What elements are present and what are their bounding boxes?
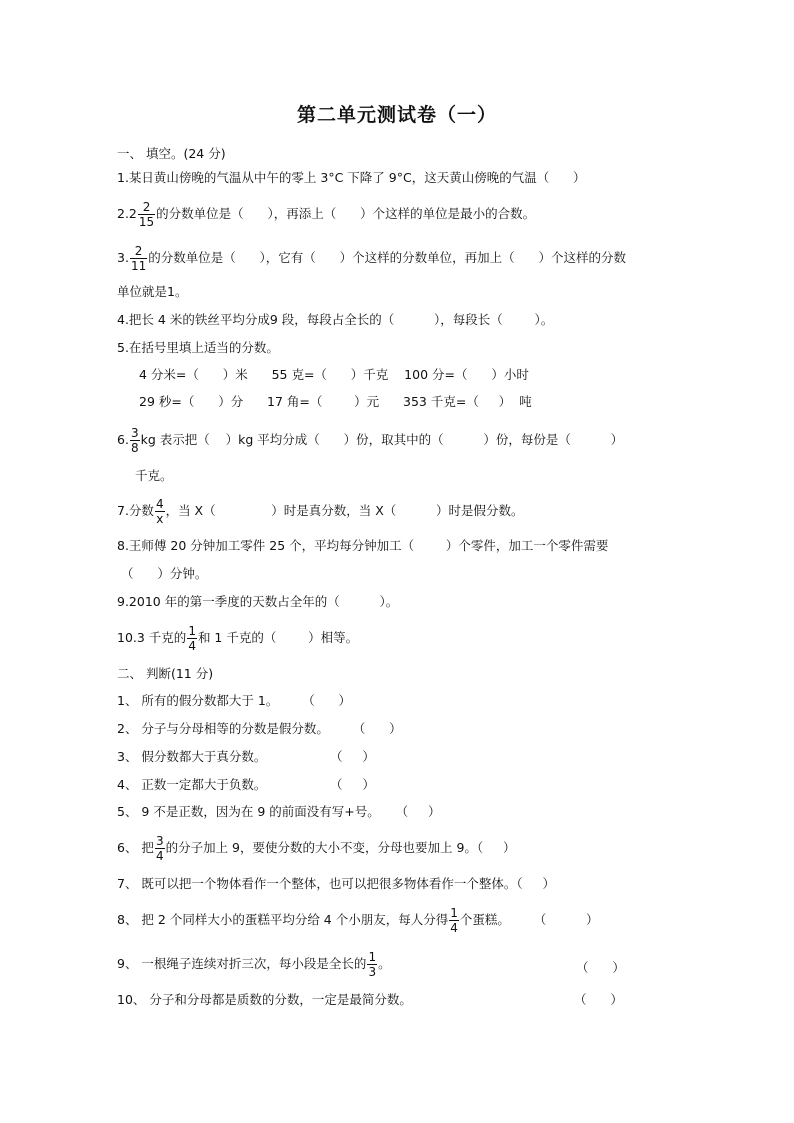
question-3: 3. $\frac{2}{11}$ 的分数单位是（ ），它有（ ）个这样的分数单位，再加上（ ）个这样的分数 [117,244,626,273]
question-7: 7.分数 $\frac{4}{x}$ ，当 X（ ）时是真分数，当 X（ ）时是假分数。 [117,497,524,526]
fraction: $\frac{4}{x}$ [155,497,164,526]
question-3-continued: 单位就是1。 [117,284,188,299]
question-5: 5.在括号里填上适当的分数。 [117,340,279,355]
question-2: 2.2 $\frac{2}{15}$ 的分数单位是（ ），再添上（ ）个这样的单位是最小的合数。 [117,200,536,229]
page-title: 第二单元测试卷（一） [296,104,497,126]
question-5-row-1: 4 分米=（ ）米 55 克=（ ）千克 100 分=（ ）小时 [139,367,529,382]
fraction: $\frac{2}{11}$ [130,244,147,273]
judgement-5: 5、 9 不是正数，因为在 9 的前面没有写+号。 （ ） [117,804,441,819]
question-4: 4.把长 4 米的铁丝平均分成9 段，每段占全长的（ ），每段长（ ）。 [117,312,554,327]
judgement-7: 7、 既可以把一个物体看作一个整体，也可以把很多物体看作一个整体。（ ） [117,876,556,891]
question-1: 1.某日黄山傍晚的气温从中午的零上 3°C 下降了 9°C，这天黄山傍晚的气温（ ） [117,170,586,185]
fraction: $\frac{1}{4}$ [188,624,196,653]
judgement-3: 3、 假分数都大于真分数。 （ ） [117,749,375,764]
section1-heading: 一、 填空。(24 分) [117,146,226,161]
fraction: $\frac{1}{4}$ [450,906,458,935]
question-8-continued: （ ）分钟。 [121,566,208,581]
judgement-10: 10、 分子和分母都是质数的分数，一定是最简分数。 [117,992,412,1007]
section2-heading: 二、 判断(11 分) [117,666,214,681]
question-8: 8.王师傅 20 分钟加工零件 25 个，平均每分钟加工（ ）个零件，加工一个零件需要 [117,538,609,553]
judgement-10-blank: （ ） [574,992,623,1007]
question-9: 9.2010 年的第一季度的天数占全年的（ ）。 [117,594,399,609]
question-5-row-2: 29 秒=（ ）分 17 角=（ ）元 353 千克=（ ） 吨 [139,394,532,409]
judgement-1: 1、 所有的假分数都大于 1。 （ ） [117,693,352,708]
fraction: $\frac{2}{15}$ [138,200,155,229]
fraction: $\frac{3}{4}$ [155,834,164,863]
judgement-4: 4、 正数一定都大于负数。 （ ） [117,777,375,792]
question-10: 10.3 千克的 $\frac{1}{4}$ 和 1 千克的（ ）相等。 [117,624,359,653]
judgement-8: 8、 把 2 个同样大小的蛋糕平均分给 4 个小朋友，每人分得 $\frac{1}{4}$ 个蛋糕。 （ ） [117,906,599,935]
question-6: 6. $\frac{3}{8}$ kg 表示把（ ）kg 平均分成（ ）份，取其中的（ ）份，每份是（ ） [117,426,624,455]
question-6-continued: 千克。 [135,468,173,483]
judgement-6: 6、 把 $\frac{3}{4}$ 的分子加上 9，要使分数的大小不变，分母也要加上 9。（ ） [117,834,516,863]
fraction: $\frac{1}{3}$ [368,950,377,979]
judgement-9-blank: （ ） [576,960,625,975]
fraction: $\frac{3}{8}$ [130,426,139,455]
judgement-2: 2、 分子与分母相等的分数是假分数。 （ ） [117,721,402,736]
judgement-9: 9、 一根绳子连续对折三次，每小段是全长的 $\frac{1}{3}$ 。 [117,950,391,979]
